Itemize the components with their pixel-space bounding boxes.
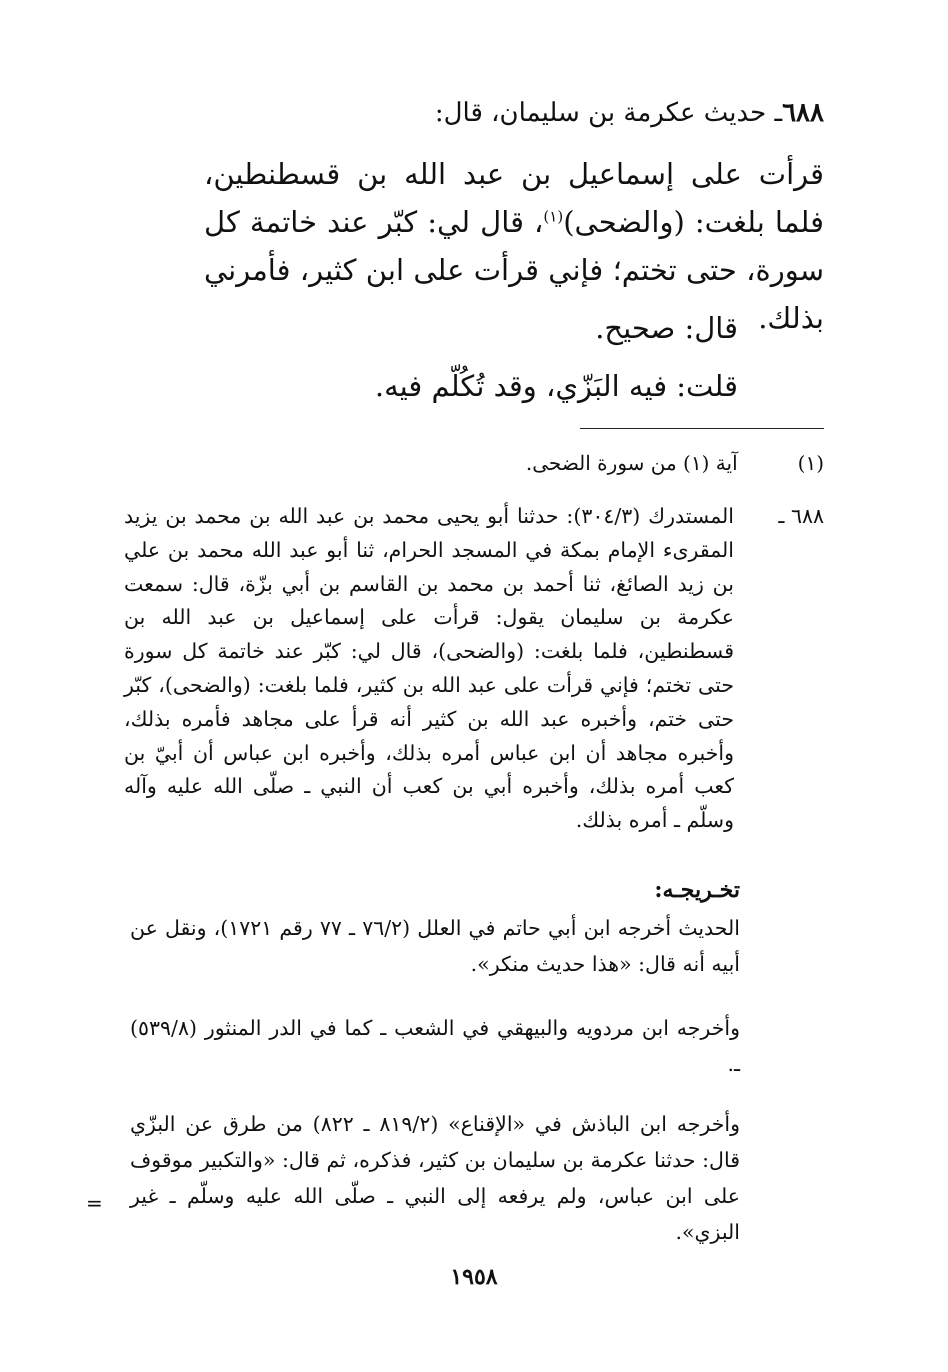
footnote-reference: (١): [543, 207, 564, 226]
hadith-number: ٦٨٨: [782, 98, 824, 128]
footnote-text: آية (١) من سورة الضحى.: [525, 451, 738, 475]
source-number: ٦٨٨ ـ: [778, 504, 824, 528]
footnote-number: (١): [797, 451, 824, 475]
hadith-heading-text: ـ حديث عكرمة بن سليمان، قال:: [434, 98, 783, 128]
takhrij-paragraph-3: وأخرجه ابن الباذش في «الإقناع» (٨١٩/٢ ـ ٨٢٢) من طرق عن البزّي قال: حدثنا عكرمة بن سليمان بن كثير، فذكره، ثم قال: «والتكبير موقوف على ابن عباس، ولم يرفعه إلى النبي ـ صلّى الله عليه وسلّم ـ غير البزي».: [130, 1112, 740, 1244]
footnote: [224, 448, 824, 478]
hadith-paragraph-rest: ، قال لي: كبّر عند خاتمة كل سورة، حتى تختم؛ فإني قرأت على ابن كثير، فأمرني بذلك.: [204, 205, 824, 335]
takhrij-title: تخـريجـه:: [654, 877, 740, 903]
source-text: المستدرك (٣٠٤/٣): حدثنا أبو يحيى محمد بن عبد الله بن محمد بن يزيد المقرىء الإمام بمكة في المسجد الحرام، ثنا أبو عبد الله محمد بن علي بن زيد الصائغ، ثنا أحمد بن محمد بن القاسم بن أبي بزّة، قال: سمعت عكرمة بن سليمان يقول: قرأت على إسماعيل بن عبد الله بن قسطنطين، فلما بلغت: (والضحى)، قال لي: كبّر عند خاتمة كل سورة حتى تختم؛ فإني قرأت على عبد الله بن كثير، فلما بلغت: (والضحى)، كبّر حتى ختم، وأخبره عبد الله بن كثير أنه قرأ على مجاهد فأمره بذلك، وأخبره مجاهد أن ابن عباس أمره بذلك، وأخبره ابن عباس أن أبيّ بن كعب أمره بذلك، وأخبره أبي بن كعب أن النبي ـ صلّى الله عليه وآله وسلّم ـ أمره بذلك.: [124, 504, 734, 833]
takhrij-paragraph-1: الحديث أخرجه ابن أبي حاتم في العلل (٧٦/٢ ـ ٧٧ رقم ١٧٢١)، ونقل عن أبيه أنه قال: «هذا حديث منكر».: [130, 916, 740, 976]
page-number: ١٩٥٨: [450, 1264, 498, 1290]
takhrij-paragraph-2: وأخرجه ابن مردويه والبيهقي في الشعب ـ كما في الدر المنثور (٥٣٩/٨) ـ.: [130, 1016, 740, 1076]
hadith-heading: [124, 96, 824, 130]
qultu-line: قلت: فيه البَزّي، وقد تُكُلّم فيه.: [374, 369, 738, 403]
footnote-divider: [580, 428, 824, 429]
qala-line: قال: صحيح.: [595, 311, 738, 345]
continuation-mark: =: [86, 1191, 103, 1215]
source-citation: [124, 500, 824, 838]
hadith-paragraph: قرأت على إسماعيل بن عبد الله بن قسطنطين، فلما بلغت: (والضحى): [204, 157, 824, 239]
